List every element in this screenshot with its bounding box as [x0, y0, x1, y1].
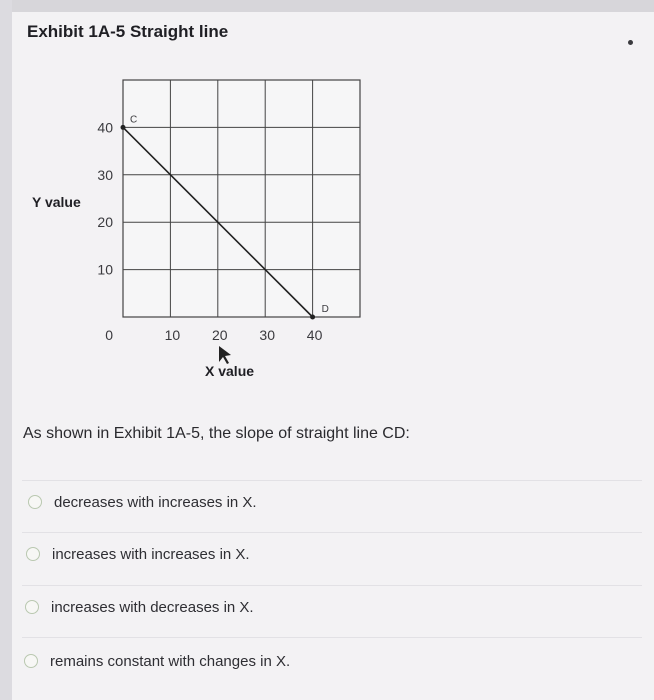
y-tick-label: 20: [97, 214, 113, 231]
separator: [22, 637, 642, 638]
x-tick-label: 20: [212, 327, 228, 343]
answer-option[interactable]: [25, 595, 254, 619]
answer-option-label: increases with decreases in X.: [51, 598, 254, 616]
mouse-cursor-icon: [219, 346, 231, 364]
separator: [22, 585, 642, 586]
exhibit-title: Exhibit 1A-5 Straight line: [27, 22, 229, 41]
answer-option[interactable]: [28, 490, 257, 514]
point-c: [121, 125, 126, 130]
x-axis-label: X value: [205, 363, 255, 379]
question-text: As shown in Exhibit 1A-5, the slope of straight line CD:: [23, 425, 410, 442]
radio-button[interactable]: [24, 654, 38, 668]
answer-option-label: increases with increases in X.: [52, 545, 250, 563]
y-axis-label: Y value: [32, 194, 81, 210]
x-tick-label: 40: [306, 327, 323, 343]
separator: [22, 480, 642, 481]
plot-area: [123, 80, 360, 317]
chart-grid: [123, 80, 360, 317]
x-tick-label: 10: [164, 327, 181, 343]
point-label-c: C: [130, 114, 138, 126]
y-tick-label: 30: [97, 166, 113, 183]
radio-button[interactable]: [28, 495, 42, 509]
y-tick-label: 40: [97, 119, 113, 136]
x-tick-label: 30: [259, 327, 275, 343]
y-tick-label: 10: [97, 261, 113, 278]
radio-button[interactable]: [26, 547, 40, 561]
answer-option[interactable]: [26, 542, 250, 566]
radio-button[interactable]: [25, 600, 39, 614]
point-label-d: D: [321, 304, 329, 315]
point-d: [310, 315, 315, 320]
answer-option[interactable]: [24, 649, 290, 673]
answer-option-label: decreases with increases in X.: [54, 493, 257, 511]
answer-option-label: remains constant with changes in X.: [50, 652, 291, 670]
separator: [22, 532, 642, 533]
y-tick-label: 0: [105, 327, 113, 343]
